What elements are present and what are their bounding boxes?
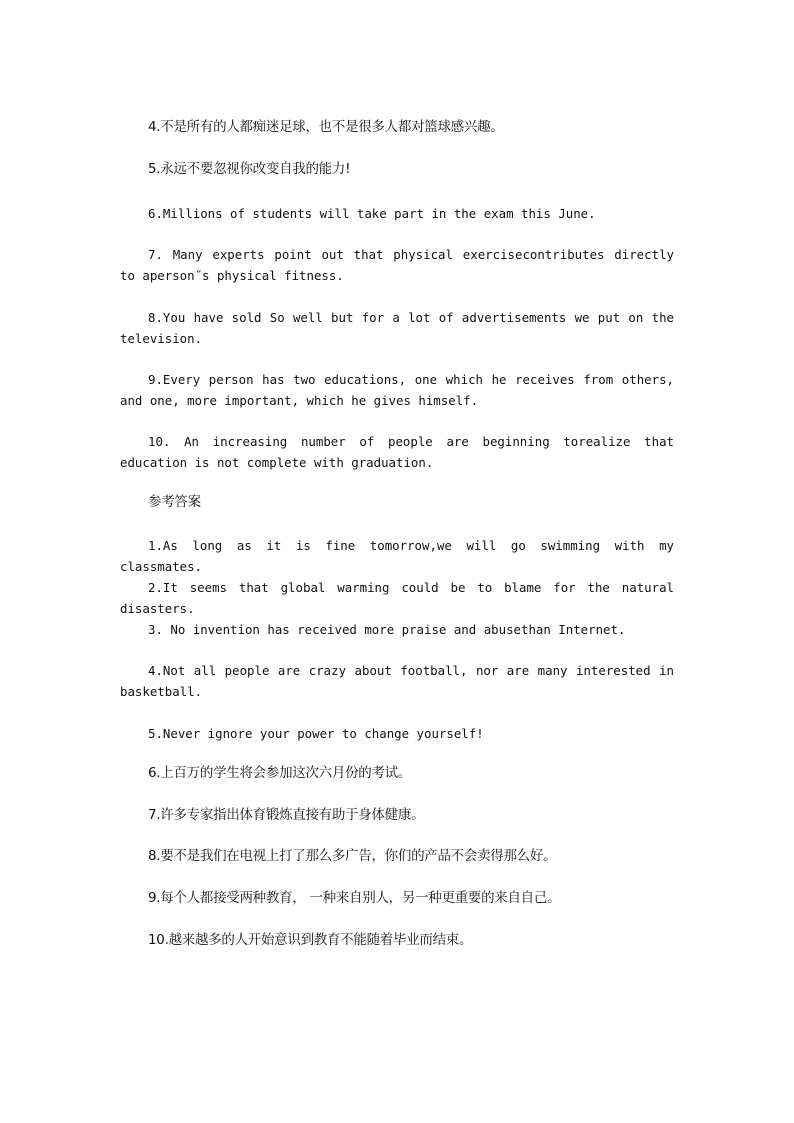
answer-5: 5.Never ignore your power to change yourself! — [148, 726, 484, 741]
question-5: 5.永远不要忽视你改变自我的能力! — [148, 161, 351, 177]
answer-10: 10.越来越多的人开始意识到教育不能随着毕业而结束。 — [148, 932, 473, 948]
question-10: 10. An increasing number of people are beginning torealize that education is not complete with graduation. — [120, 434, 674, 470]
answer-1: 1.As long as it is fine tomorrow,we will go swimming with my classmates. — [120, 538, 674, 574]
question-8: 8.You have sold So well but for a lot of advertisements we put on the television. — [120, 310, 674, 346]
question-6: 6.Millions of students will take part in the exam this June. — [148, 206, 596, 221]
answer-6: 6.上百万的学生将会参加这次六月份的考试。 — [148, 765, 412, 781]
answer-9: 9.每个人都接受两种教育， 一种来自别人，另一种更重要的来自自己。 — [148, 890, 561, 906]
answer-3: 3. No invention has received more praise and abusethan Internet. — [148, 622, 626, 637]
answer-7: 7.许多专家指出体育锻炼直接有助于身体健康。 — [148, 807, 425, 823]
answer-4: 4.Not all people are crazy about football, nor are many interested in basketball. — [120, 663, 674, 699]
question-7: 7. Many experts point out that physical exercisecontributes directly to aperson˝s physical fitness. — [120, 247, 674, 283]
answer-8: 8.要不是我们在电视上打了那么多广告，你们的产品不会卖得那么好。 — [148, 848, 557, 864]
answers-heading: 参考答案 — [148, 494, 201, 510]
answer-2: 2.It seems that global warming could be to blame for the natural disasters. — [120, 580, 674, 616]
question-9: 9.Every person has two educations, one which he receives from others, and one, more important, which he gives himself. — [120, 372, 674, 408]
question-4: 4.不是所有的人都痴迷足球，也不是很多人都对篮球感兴趣。 — [148, 119, 504, 135]
